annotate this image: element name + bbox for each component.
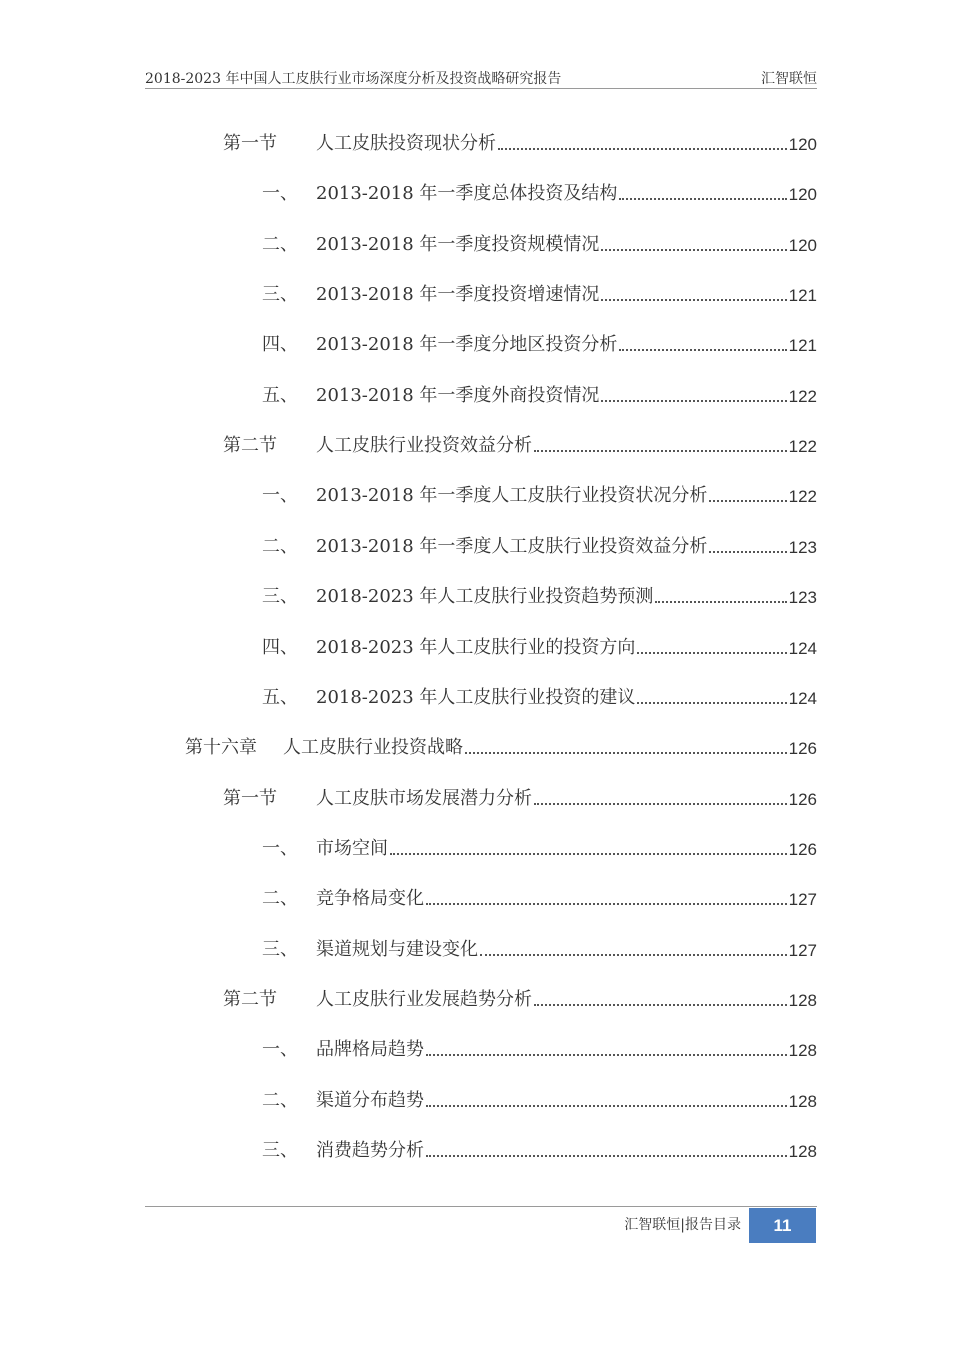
- toc-leader-dots: [709, 500, 786, 502]
- toc-entry-title: 人工皮肤行业投资战略: [283, 737, 463, 759]
- toc-entry[interactable]: [262, 1136, 817, 1162]
- toc-leader-dots: [390, 853, 787, 855]
- toc-entry-title: 人工皮肤行业发展趋势分析: [316, 988, 532, 1010]
- toc-entry[interactable]: [262, 935, 817, 961]
- toc-entry-page: 127: [788, 890, 817, 910]
- toc-entry[interactable]: [262, 280, 817, 306]
- toc-leader-dots: [534, 1004, 787, 1006]
- toc-entry-title: 人工皮肤投资现状分析: [316, 133, 496, 154]
- toc-entry-page: 121: [788, 336, 817, 356]
- toc-entry[interactable]: [223, 129, 817, 155]
- toc-leader-dots: [480, 954, 787, 956]
- toc-entry[interactable]: [262, 884, 817, 910]
- toc-entry-page: 123: [788, 537, 817, 557]
- toc-entry[interactable]: [223, 784, 817, 810]
- toc-entry-page: 126: [788, 789, 817, 809]
- toc-entry[interactable]: [262, 834, 817, 860]
- toc-leader-dots: [655, 601, 786, 603]
- toc-entry-title: 2013-2018 年一季度外商投资情况: [316, 384, 600, 406]
- toc-entry-page: 126: [788, 739, 817, 759]
- toc-entry-title: 2013-2018 年一季度人工皮肤行业投资状况分析: [316, 485, 708, 507]
- toc-entry-title: 2018-2023 年人工皮肤行业投资趋势预测: [316, 586, 654, 608]
- toc-leader-dots: [426, 1054, 787, 1056]
- toc-leader-dots: [601, 400, 786, 402]
- toc-entry-title: 人工皮肤市场发展潜力分析: [316, 787, 532, 809]
- toc-entry-page: 128: [788, 1142, 817, 1161]
- toc-leader-dots: [426, 903, 787, 905]
- toc-entry-title: 2013-2018 年一季度人工皮肤行业投资效益分析: [316, 535, 708, 557]
- toc-entry-label: 四、: [262, 636, 298, 658]
- toc-leader-dots: [465, 752, 787, 754]
- toc-entry[interactable]: [262, 683, 817, 709]
- toc-leader-dots: [426, 1155, 787, 1157]
- toc-entry-page: 127: [788, 940, 817, 960]
- toc-entry-label: 一、: [262, 183, 298, 205]
- toc-entry-title: 渠道规划与建设变化: [316, 938, 478, 960]
- toc-entry-title: 2018-2023 年人工皮肤行业投资的建议: [316, 686, 636, 708]
- header-title: 2018-2023 年中国人工皮肤行业市场深度分析及投资战略研究报告: [145, 71, 562, 87]
- toc-leader-dots: [601, 249, 786, 251]
- toc-entry[interactable]: [262, 330, 817, 356]
- toc-leader-dots: [619, 349, 786, 351]
- toc-entry-page: 121: [788, 286, 817, 306]
- toc-entry-label: 第二节: [223, 988, 277, 1010]
- toc-entry-page: 120: [788, 185, 817, 205]
- toc-entry-label: 二、: [262, 888, 298, 910]
- toc-entry-label: 三、: [262, 1140, 298, 1161]
- toc-entry-label: 二、: [262, 535, 298, 557]
- toc-leader-dots: [601, 299, 786, 301]
- toc-entry[interactable]: [262, 179, 817, 205]
- footer-text: 汇智联恒|报告目录: [624, 1217, 741, 1233]
- toc-entry-title: 渠道分布趋势: [316, 1089, 424, 1111]
- toc-entry-label: 三、: [262, 586, 298, 608]
- toc-entry-title: 2018-2023 年人工皮肤行业的投资方向: [316, 636, 636, 658]
- toc-leader-dots: [498, 148, 787, 150]
- page-number: 11: [749, 1208, 816, 1243]
- toc-entry-title: 2013-2018 年一季度分地区投资分析: [316, 334, 618, 356]
- toc-entry-page: 124: [788, 688, 817, 708]
- toc-entry-page: 122: [788, 386, 817, 406]
- toc-entry-label: 一、: [262, 1039, 298, 1061]
- toc-entry[interactable]: [262, 481, 817, 507]
- toc-entry-title: 人工皮肤行业投资效益分析: [316, 435, 532, 457]
- toc-entry-label: 一、: [262, 485, 298, 507]
- toc-entry-title: 消费趋势分析: [316, 1140, 424, 1161]
- toc-entry[interactable]: [262, 1035, 817, 1061]
- header-brand: 汇智联恒: [761, 71, 817, 87]
- toc-entry[interactable]: [262, 582, 817, 608]
- toc-entry-page: 120: [788, 235, 817, 255]
- toc-entry-title: 2013-2018 年一季度投资规模情况: [316, 233, 600, 255]
- toc-entry-label: 四、: [262, 334, 298, 356]
- toc-leader-dots: [637, 652, 786, 654]
- toc-entry-label: 三、: [262, 284, 298, 306]
- toc-entry-title: 竞争格局变化: [316, 888, 424, 910]
- toc-entry[interactable]: [262, 381, 817, 407]
- toc-entry-label: 第一节: [223, 133, 277, 154]
- toc-entry-label: 三、: [262, 938, 298, 960]
- toc-leader-dots: [619, 198, 786, 200]
- toc-entry-label: 第一节: [223, 787, 277, 809]
- toc-entry-page: 128: [788, 1091, 817, 1111]
- footer-divider: [145, 1206, 817, 1207]
- toc-leader-dots: [534, 450, 787, 452]
- toc-entry[interactable]: [262, 1086, 817, 1112]
- toc-entry-page: 128: [788, 1041, 817, 1061]
- toc-entry-label: 第十六章: [185, 737, 257, 759]
- toc-leader-dots: [637, 702, 786, 704]
- toc-entry[interactable]: [262, 230, 817, 256]
- toc-entry[interactable]: [262, 633, 817, 659]
- toc-entry[interactable]: [185, 733, 817, 759]
- toc-entry-page: 120: [788, 135, 817, 154]
- toc-entry-page: 128: [788, 990, 817, 1010]
- toc-entry-label: 第二节: [223, 435, 277, 457]
- toc-entry[interactable]: [223, 431, 817, 457]
- toc-entry-title: 市场空间: [316, 837, 388, 859]
- toc-entry[interactable]: [262, 532, 817, 558]
- toc-entry-page: 126: [788, 839, 817, 859]
- toc-entry-page: 122: [788, 437, 817, 457]
- toc-entry-page: 123: [788, 588, 817, 608]
- toc-entry-page: 124: [788, 638, 817, 658]
- toc-entry-label: 二、: [262, 1089, 298, 1111]
- toc-entry-title: 2013-2018 年一季度投资增速情况: [316, 284, 600, 306]
- toc-leader-dots: [534, 803, 787, 805]
- toc-leader-dots: [426, 1105, 787, 1107]
- toc-entry-label: 二、: [262, 233, 298, 255]
- toc-entry-label: 一、: [262, 837, 298, 859]
- toc-entry[interactable]: [223, 985, 817, 1011]
- toc-entry-page: 122: [788, 487, 817, 507]
- toc-entry-label: 五、: [262, 686, 298, 708]
- toc-entry-title: 品牌格局趋势: [316, 1039, 424, 1061]
- toc-leader-dots: [709, 551, 786, 553]
- toc-entry-label: 五、: [262, 384, 298, 406]
- toc-entry-title: 2013-2018 年一季度总体投资及结构: [316, 183, 618, 205]
